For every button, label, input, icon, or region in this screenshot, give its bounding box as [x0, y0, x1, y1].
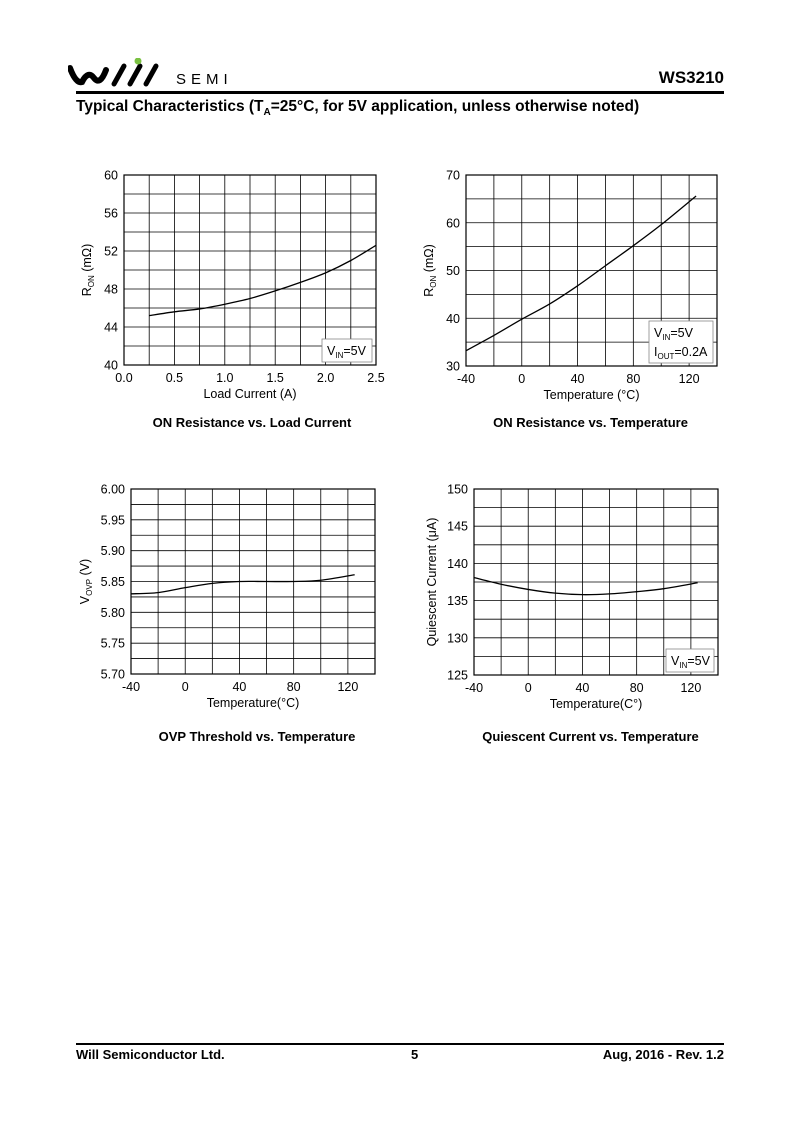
y-tick-label: 60 — [446, 216, 460, 231]
y-tick-label: 6.00 — [100, 482, 125, 497]
x-tick-label: 40 — [570, 372, 585, 386]
x-tick-label: 80 — [629, 681, 644, 695]
y-tick-label: 40 — [104, 358, 118, 373]
header-rule — [76, 91, 724, 94]
y-axis-label: $R_{ON}$ (mΩ) — [422, 244, 438, 297]
chart-ovp-vs-temp — [76, 474, 396, 729]
y-tick-label: 5.80 — [100, 605, 125, 620]
y-tick-label: 5.75 — [100, 636, 125, 651]
x-tick-label: 120 — [680, 681, 702, 695]
y-axis-label: $V_{OVP}$ (V) — [78, 558, 94, 605]
x-tick-label: 0 — [181, 680, 189, 694]
x-tick-label: 2.5 — [367, 371, 385, 385]
y-tick-label: 135 — [447, 594, 468, 609]
footer-company: Will Semiconductor Ltd. — [76, 1047, 225, 1062]
y-tick-label: 40 — [446, 311, 460, 326]
legend-label: $V_{IN}=5V$ — [654, 326, 693, 342]
legend-label: $V_{IN}=5V$ — [671, 654, 710, 670]
x-tick-label: 0.5 — [165, 371, 184, 385]
logo-text: SEMI — [176, 71, 233, 88]
chart-ron-vs-load — [76, 160, 396, 415]
x-tick-label: 0 — [518, 372, 526, 386]
x-tick-label: 0.0 — [115, 371, 133, 385]
x-tick-label: 1.5 — [266, 371, 284, 385]
section-title-text: Typical Characteristics ($T_A=25^\circ C$, for 5V application, unless otherwise noted) — [76, 98, 640, 119]
chart-svg — [416, 474, 736, 729]
x-axis-label: Temperature (°C) — [543, 388, 640, 402]
x-tick-label: -40 — [464, 681, 484, 695]
page-header — [76, 58, 724, 94]
legend-label: $I_{OUT}=0.2A$ — [654, 345, 708, 361]
y-tick-label: 130 — [447, 631, 468, 646]
x-tick-label: 40 — [232, 680, 247, 694]
y-tick-label: 5.70 — [100, 667, 125, 682]
will-semi-logo — [68, 58, 258, 90]
caption-iq-vs-temp: Quiescent Current vs. Temperature — [482, 729, 699, 744]
series-line — [149, 245, 376, 315]
x-axis-label: Temperature(C°) — [549, 697, 643, 711]
y-tick-label: 50 — [446, 264, 460, 278]
chart-iq-vs-temp — [416, 474, 736, 729]
x-tick-label: -40 — [121, 680, 141, 694]
y-tick-label: 5.90 — [100, 544, 125, 559]
y-tick-label: 150 — [447, 482, 468, 497]
y-tick-label: 125 — [447, 668, 468, 683]
x-tick-label: 0 — [524, 681, 532, 695]
chart-svg — [76, 160, 396, 415]
x-tick-label: 40 — [575, 681, 590, 695]
x-tick-label: 120 — [337, 680, 359, 694]
chart-svg — [416, 160, 736, 415]
legend-label: $V_{IN}=5V$ — [327, 344, 366, 360]
footer-date-rev: Aug, 2016 - Rev. 1.2 — [602, 1047, 724, 1062]
x-tick-label: 80 — [286, 680, 301, 694]
y-tick-label: 52 — [104, 244, 118, 259]
y-tick-label: 5.95 — [100, 513, 125, 528]
chart-ron-vs-temp — [416, 160, 736, 415]
x-tick-label: 120 — [678, 372, 700, 386]
y-tick-label: 60 — [104, 168, 118, 183]
caption-ron-vs-load: ON Resistance vs. Load Current — [152, 415, 352, 430]
x-tick-label: 80 — [626, 372, 641, 386]
y-tick-label: 5.85 — [100, 575, 125, 589]
y-tick-label: 70 — [446, 168, 460, 183]
y-tick-label: 44 — [104, 320, 118, 335]
section-title — [76, 98, 639, 118]
x-tick-label: -40 — [456, 372, 476, 386]
chart-svg — [76, 474, 396, 729]
footer-page-number: 5 — [411, 1047, 419, 1062]
y-tick-label: 140 — [447, 556, 468, 571]
x-tick-label: 1.0 — [216, 371, 234, 385]
y-axis-label: Quiescent Current (μA) — [425, 517, 439, 647]
y-axis-label: $R_{ON}$ (mΩ) — [80, 243, 96, 297]
y-tick-label: 30 — [446, 359, 460, 374]
y-tick-label: 145 — [447, 519, 468, 534]
y-tick-label: 56 — [104, 206, 118, 221]
document-id: WS3210 — [658, 68, 724, 87]
x-axis-label: Load Current (A) — [203, 387, 297, 401]
y-tick-label: 48 — [104, 282, 118, 297]
x-axis-label: Temperature(°C) — [206, 696, 300, 710]
caption-ron-vs-temp: ON Resistance vs. Temperature — [493, 415, 688, 430]
footer-rule — [76, 1043, 724, 1045]
x-tick-label: 2.0 — [316, 371, 335, 385]
caption-ovp-vs-temp: OVP Threshold vs. Temperature — [158, 729, 356, 744]
